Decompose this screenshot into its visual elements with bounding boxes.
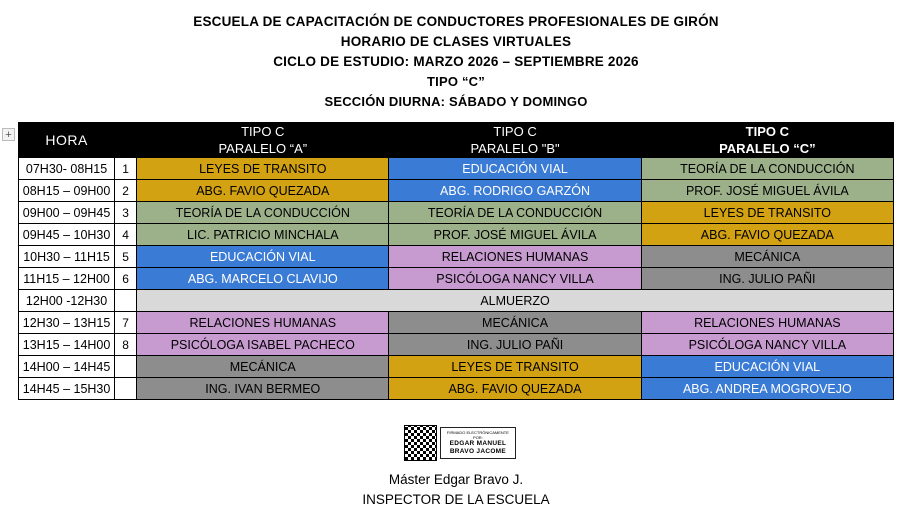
cell-period-number: 5: [115, 246, 137, 268]
cell-class-a: EDUCACIÓN VIAL: [137, 246, 389, 268]
cell-hora: 09H45 – 10H30: [19, 224, 115, 246]
cell-period-number: 4: [115, 224, 137, 246]
header-line-3: CICLO DE ESTUDIO: MARZO 2026 – SEPTIEMBRE 2026: [273, 54, 639, 69]
header-hora: HORA: [19, 123, 115, 158]
table-row: [19, 224, 894, 246]
cell-class-c: PROF. JOSÉ MIGUEL ÁVILA: [641, 180, 893, 202]
cell-class-a: PSICÓLOGA ISABEL PACHECO: [137, 334, 389, 356]
header-line-2: HORARIO DE CLASES VIRTUALES: [340, 34, 572, 49]
cell-class-b: RELACIONES HUMANAS: [389, 246, 641, 268]
table-row: [19, 180, 894, 202]
cell-class-c: ABG. FAVIO QUEZADA: [641, 224, 893, 246]
cell-class-b: LEYES DE TRANSITO: [389, 356, 641, 378]
cell-period-number: 7: [115, 312, 137, 334]
cell-class-c: PSICÓLOGA NANCY VILLA: [641, 334, 893, 356]
cell-period-number: [115, 290, 137, 312]
cell-lunch: ALMUERZO: [137, 290, 894, 312]
cell-class-b: ABG. RODRIGO GARZÓN: [389, 180, 641, 202]
cell-class-a: TEORÍA DE LA CONDUCCIÓN: [137, 202, 389, 224]
cell-period-number: [115, 378, 137, 400]
cell-hora: 10H30 – 11H15: [19, 246, 115, 268]
header-paralelo-a-line2: PARALELO “A”: [218, 141, 308, 156]
cell-period-number: 1: [115, 158, 137, 180]
table-row: [19, 268, 894, 290]
electronic-signature-stamp: [404, 424, 516, 462]
schedule-table: [18, 122, 894, 400]
cell-hora: 14H45 – 15H30: [19, 378, 115, 400]
table-row: [19, 378, 894, 400]
cell-class-c: MECÁNICA: [641, 246, 893, 268]
footer-title: INSPECTOR DE LA ESCUELA: [362, 492, 550, 507]
cell-hora: 14H00 – 14H45: [19, 356, 115, 378]
header-paralelo-c-line1: TIPO C: [745, 124, 790, 139]
header-paralelo-a: [137, 123, 389, 158]
cell-class-a: RELACIONES HUMANAS: [137, 312, 389, 334]
table-row: [19, 356, 894, 378]
header-paralelo-b-line2: PARALELO "B": [470, 141, 560, 156]
cell-hora: 12H00 -12H30: [19, 290, 115, 312]
header-line-5: SECCIÓN DIURNA: SÁBADO Y DOMINGO: [324, 94, 588, 109]
signature-name-line1: EDGAR MANUEL: [449, 440, 507, 447]
cell-hora: 07H30- 08H15: [19, 158, 115, 180]
cell-hora: 11H15 – 12H00: [19, 268, 115, 290]
cell-period-number: 3: [115, 202, 137, 224]
cell-class-b: ING. JULIO PAÑI: [389, 334, 641, 356]
header-blank: [115, 123, 137, 158]
document-header: [0, 0, 912, 112]
cell-class-a: ABG. MARCELO CLAVIJO: [137, 268, 389, 290]
footer-name: Máster Edgar Bravo J.: [388, 472, 524, 487]
cell-period-number: 8: [115, 334, 137, 356]
signature-name-line2: BRAVO JACOME: [449, 448, 507, 455]
header-paralelo-a-line1: TIPO C: [241, 124, 285, 139]
cell-class-c: EDUCACIÓN VIAL: [641, 356, 893, 378]
cell-class-c: TEORÍA DE LA CONDUCCIÓN: [641, 158, 893, 180]
signature-tiny-label: FIRMADO ELECTRÓNICAMENTE POR:: [446, 430, 509, 440]
cell-class-b: MECÁNICA: [389, 312, 641, 334]
cell-class-c: ING. JULIO PAÑI: [641, 268, 893, 290]
cell-class-c: LEYES DE TRANSITO: [641, 202, 893, 224]
cell-period-number: [115, 356, 137, 378]
table-row: [19, 202, 894, 224]
cell-class-a: LIC. PATRICIO MINCHALA: [137, 224, 389, 246]
cell-class-b: ABG. FAVIO QUEZADA: [389, 378, 641, 400]
table-header-row: [19, 123, 894, 158]
cell-class-c: ABG. ANDREA MOGROVEJO: [641, 378, 893, 400]
header-line-4: TIPO “C”: [427, 74, 485, 89]
qr-code-icon: [404, 425, 437, 461]
cell-period-number: 2: [115, 180, 137, 202]
cell-class-c: RELACIONES HUMANAS: [641, 312, 893, 334]
header-paralelo-c-line2: PARALELO “C”: [719, 141, 816, 156]
cell-period-number: 6: [115, 268, 137, 290]
cell-class-b: TEORÍA DE LA CONDUCCIÓN: [389, 202, 641, 224]
table-row: [19, 246, 894, 268]
sheet-corner-marker: +: [2, 128, 15, 141]
header-paralelo-c: [641, 123, 893, 158]
cell-hora: 09H00 – 09H45: [19, 202, 115, 224]
header-line-1: ESCUELA DE CAPACITACIÓN DE CONDUCTORES PROFESIONALES DE GIRÓN: [193, 14, 719, 29]
header-paralelo-b: [389, 123, 641, 158]
cell-class-a: MECÁNICA: [137, 356, 389, 378]
table-row: [19, 158, 894, 180]
cell-hora: 13H15 – 14H00: [19, 334, 115, 356]
header-paralelo-b-line1: TIPO C: [493, 124, 537, 139]
cell-class-b: PROF. JOSÉ MIGUEL ÁVILA: [389, 224, 641, 246]
document-footer: [0, 470, 912, 510]
cell-class-a: LEYES DE TRANSITO: [137, 158, 389, 180]
cell-class-a: ING. IVAN BERMEO: [137, 378, 389, 400]
cell-class-b: EDUCACIÓN VIAL: [389, 158, 641, 180]
table-row: [19, 290, 894, 312]
cell-class-b: PSICÓLOGA NANCY VILLA: [389, 268, 641, 290]
cell-hora: 12H30 – 13H15: [19, 312, 115, 334]
table-row: [19, 312, 894, 334]
cell-hora: 08H15 – 09H00: [19, 180, 115, 202]
cell-class-a: ABG. FAVIO QUEZADA: [137, 180, 389, 202]
signature-name-box: [440, 427, 516, 459]
table-row: [19, 334, 894, 356]
